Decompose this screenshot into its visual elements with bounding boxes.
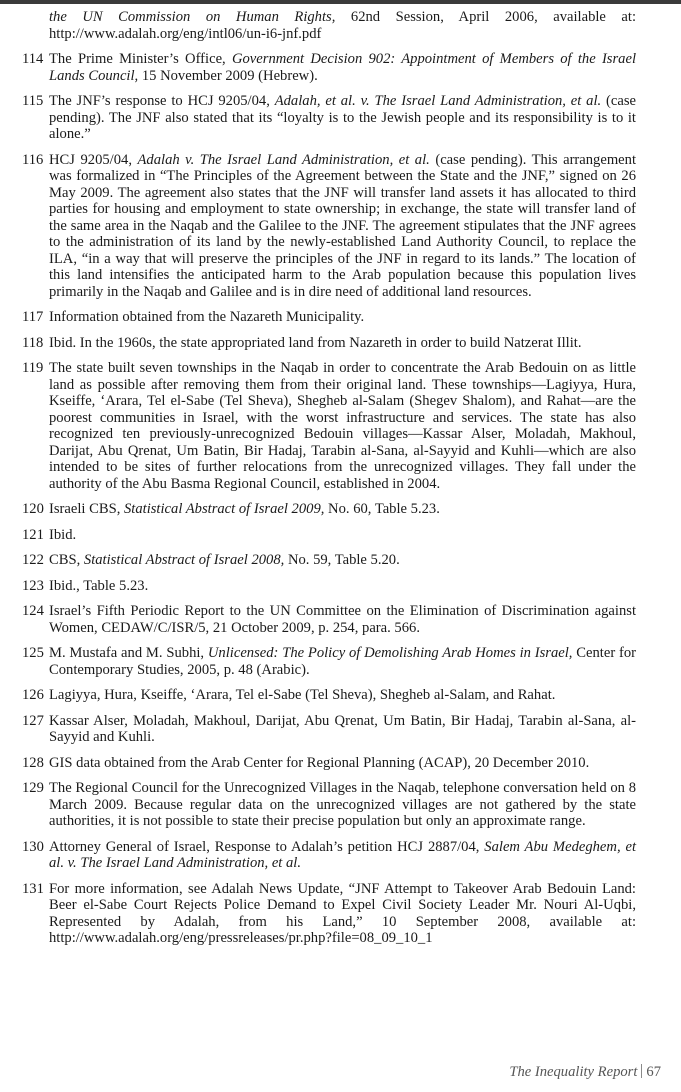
endnote-130	[22, 839, 636, 872]
endnote-125	[22, 645, 636, 678]
endnote-text: HCJ 9205/04,	[49, 151, 138, 168]
endnote-text: M. Mustafa and M. Subhi,	[49, 645, 208, 661]
endnote-114	[22, 51, 636, 84]
endnote-number: 120	[22, 501, 44, 517]
endnote-number: 123	[22, 577, 44, 594]
endnote-number: 116	[22, 151, 44, 168]
endnote-115	[22, 93, 636, 143]
endnote-123	[22, 578, 636, 595]
endnote-number: 130	[22, 838, 44, 855]
endnote-number: 115	[22, 93, 44, 109]
page-footer	[509, 1064, 661, 1081]
endnote-number: 122	[22, 552, 44, 568]
endnote-text: Kassar Alser, Moladah, Makhoul, Darijat, Abu Qrenat, Um Batin, Bir Hadaj, Tarabin al-Sana, al-Sayyid and Kuhli.	[49, 712, 636, 745]
endnote-text: (case pending). This arrangement was formalized in “The Principles of the Agreement between the State and the JNF,” signed on 26 May 2009. The agreement also states that the JNF will transfer land assets it has allocated to third parties for housing and employment to state ownership; in exchange, the state will transfer land of the same area in the Naqab and the Galilee to the JNF. The agreement stipulates that the JNF agrees to the administration of its land by the newly-established Land Authority Council, to replace the ILA, “in a way that will preserve the principles of the JNF in regard to its lands.” The location of this land intensifies the anticipated harm to the Arab population because this population lives primarily in the Naqab and Galilee and is in dire need of additional land resources.	[49, 151, 637, 300]
endnote-128	[22, 755, 636, 772]
endnote-119	[22, 360, 636, 492]
endnote-list	[22, 51, 636, 947]
endnote-number: 121	[22, 526, 44, 543]
endnote-number: 118	[22, 334, 44, 351]
endnote-text: 15 November 2009 (Hebrew).	[138, 67, 318, 84]
endnote-text: Lagiyya, Hura, Kseiffe, ‘Arara, Tel el-Sabe (Tel Sheva), Shegheb al-Salam, and Rahat.	[49, 687, 556, 703]
endnote-number: 128	[22, 754, 44, 771]
endnote-italic-text: Adalah v. The Israel Land Administration, et al.	[137, 151, 430, 168]
endnote-italic-text: Adalah, et al. v. The Israel Land Administration, et al.	[274, 93, 602, 109]
endnote-number: 117	[22, 309, 44, 325]
endnote-text: CBS,	[49, 552, 84, 568]
endnote-text: Israeli CBS,	[49, 501, 124, 517]
endnote-127	[22, 713, 636, 746]
endnote-120	[22, 501, 636, 518]
endnote-text: The JNF’s response to HCJ 9205/04,	[49, 93, 275, 109]
footer-page-number: 67	[646, 1064, 661, 1080]
endnote-italic-text: Government Decision 902: Appointment of Members of the Israel Lands Council,	[49, 51, 636, 84]
endnote-129	[22, 780, 636, 830]
endnote-text: Center for Contemporary Studies, 2005, p. 48 (Arabic).	[49, 645, 636, 678]
endnote-text: For more information, see Adalah News Update, “JNF Attempt to Takeover Arab Bedouin Land: Beer el-Sabe Court Rejects Police Demand to Expel Civil Society Leader Mr. Nouri Al-Uqbi, Represented by Adalah, from his Land,” 10 September 2008, available at: http://www.adalah.org/eng/pressreleases/pr.php?file=08_09_10_1	[49, 880, 636, 946]
endnote-italic-text: Salem Abu Medeghem, et al. v. The Israel Land Administration, et al.	[49, 838, 636, 871]
footer-report-title: The Inequality Report	[509, 1064, 638, 1080]
endnote-text: Israel’s Fifth Periodic Report to the UN Committee on the Elimination of Discrimination against Women, CEDAW/C/ISR/5, 21 October 2009, p. 254, para. 566.	[49, 603, 636, 636]
endnote-number: 124	[22, 603, 44, 619]
endnote-number: 131	[22, 880, 44, 897]
endnote-116	[22, 152, 636, 301]
endnote-text: (case pending). The JNF also stated that its “loyalty is to the Jewish people and its responsibility is to it alone.”	[49, 93, 637, 142]
endnote-131	[22, 881, 636, 947]
endnote-text: The state built seven townships in the Naqab in order to concentrate the Arab Bedouin on as little land as possible after removing them from their original land. These townships—Lagiyya, Hura, Kseiffe, ‘Arara, Tel el-Sabe (Tel Sheva), Shegheb al-Salam (Shegev Shalom), and Rahat—are the poorest communities in Israel, with the worst infrastructure and services. The state has also recognized ten previously-unrecognized Bedouin villages—Kassar Alser, Moladah, Makhoul, Darijat, Abu Qrenat, Um Batin, Bir Hadaj, Tarabin al-Sana, al-Sayyid and Kuhli—which are also intended to be sites of further relocations from the unrecognized villages. They fall under the authority of the Abu Basma Regional Council, established in 2004.	[49, 360, 636, 492]
footer-divider	[641, 1064, 642, 1078]
endnote-italic-text: Unlicensed: The Policy of Demolishing Arab Homes in Israel,	[207, 645, 573, 661]
endnote-text: 62nd Session, April 2006, available at: http://www.adalah.org/eng/intl06/un-i6-jnf.pdf	[49, 9, 636, 42]
endnote-italic-text: Statistical Abstract of Israel 2009,	[124, 501, 325, 517]
endnote-text: The Regional Council for the Unrecognized Villages in the Naqab, telephone conversation held on 8 March 2009. Because regular data on the unrecognized villages are not gathered by the state authorities, it is not possible to state their precise population but only an approximate range.	[49, 780, 636, 829]
endnote-117	[22, 309, 636, 326]
endnote-italic-text: Statistical Abstract of Israel 2008,	[83, 552, 285, 568]
endnote-121	[22, 527, 636, 544]
endnote-122	[22, 552, 636, 569]
endnote-text: GIS data obtained from the Arab Center for Regional Planning (ACAP), 20 December 2010.	[49, 754, 590, 771]
endnote-number: 125	[22, 645, 44, 661]
endnotes-column	[22, 9, 636, 956]
endnote-126	[22, 687, 636, 704]
endnote-124	[22, 603, 636, 636]
endnote-number: 129	[22, 780, 44, 796]
endnote-text: Ibid., Table 5.23.	[49, 577, 149, 594]
endnote-italic-text: the UN Commission on Human Rights,	[49, 9, 336, 25]
endnote-text: The Prime Minister’s Office,	[49, 51, 232, 67]
endnote-text: No. 59, Table 5.20.	[284, 552, 400, 568]
endnote-118	[22, 335, 636, 352]
endnote-continuation	[22, 9, 636, 42]
endnote-text: Ibid.	[49, 526, 77, 543]
endnote-text: No. 60, Table 5.23.	[324, 501, 440, 517]
endnote-text: Attorney General of Israel, Response to Adalah’s petition HCJ 2887/04,	[49, 838, 485, 855]
endnote-number: 119	[22, 360, 44, 376]
endnote-text: Ibid. In the 1960s, the state appropriated land from Nazareth in order to build Natzerat Illit.	[49, 334, 582, 351]
top-rule	[0, 0, 681, 4]
endnote-number: 114	[22, 51, 44, 67]
endnote-number: 127	[22, 712, 44, 729]
endnote-number: 126	[22, 687, 44, 703]
endnote-text: Information obtained from the Nazareth Municipality.	[49, 309, 365, 325]
